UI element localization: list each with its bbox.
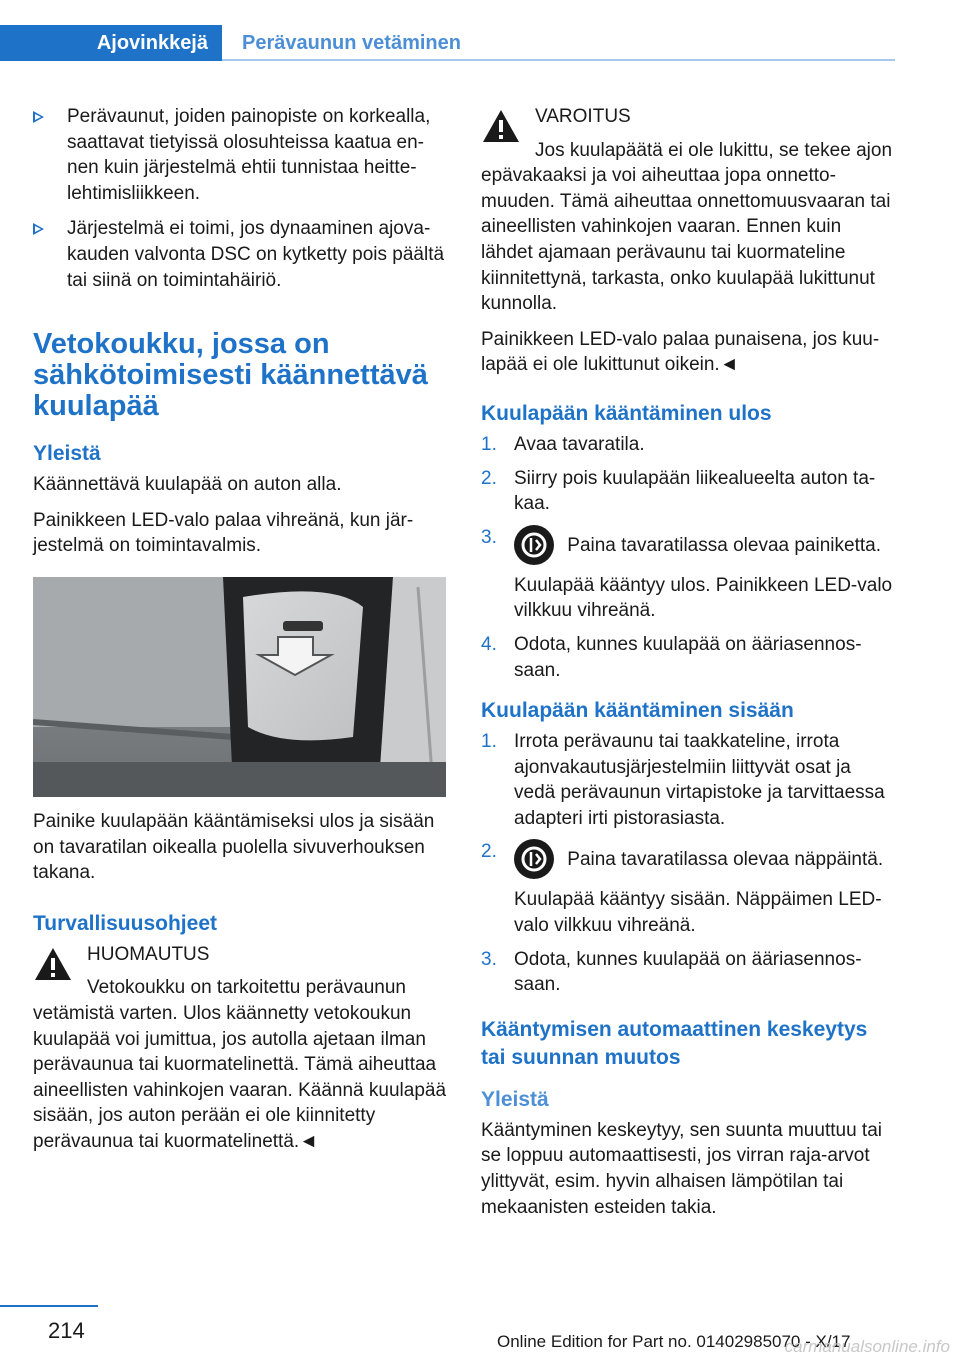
step-subtext: Kuulapää kääntyy sisään. Näppäimen LED-valo vilkkuu vihreänä. [514, 889, 882, 937]
list-item [481, 947, 896, 998]
subsection-heading: Turvallisuusohjeet [33, 911, 217, 935]
list-item [481, 432, 896, 458]
step-number: 1. [481, 731, 497, 753]
list-item [481, 729, 896, 831]
paragraph: Kääntyminen keskeytyy, sen suunta muuttuu tai se loppuu automaattisesti, jos virran raja-arvot ylittyvät, esim. hyvin alhaisen lämpötilan tai mekaanisten esteiden takia. [481, 1119, 882, 1218]
notice-box [33, 942, 448, 1155]
list-item [481, 839, 896, 938]
left-column [33, 104, 448, 1154]
subsection-heading: Kuulapään kääntäminen sisään [481, 699, 794, 723]
triangle-bullet-icon [33, 111, 44, 123]
step-number: 4. [481, 633, 497, 655]
paragraph: Käännettävä kuulapää on auton alla. [33, 474, 342, 496]
header-divider [222, 59, 895, 61]
warning-title: VAROITUS [535, 106, 631, 127]
list-item [481, 466, 896, 517]
header-tabs [0, 25, 895, 61]
page-number: 214 [48, 1318, 85, 1343]
warning-triangle-icon [33, 946, 73, 982]
warning-box [481, 104, 896, 317]
step-text: Avaa tavaratila. [514, 433, 645, 455]
list-item [481, 632, 896, 683]
right-column [481, 104, 896, 1230]
subsection-heading: Kääntymisen automaattinen keskeytys tai suunnan muutos [481, 1017, 868, 1069]
tow-hitch-button-icon [514, 839, 554, 879]
step-number: 3. [481, 526, 497, 548]
steps-out-list [481, 432, 896, 683]
tab-ajovinkkeja[interactable]: Ajovinkkejä [0, 25, 222, 61]
step-subtext: Kuulapää kääntyy ulos. Painikkeen LED-valo vilkkuu vihreänä. [514, 574, 893, 622]
paragraph: Painikkeen LED-valo palaa punaisena, jos kuulapää ei ole lukittunut oikein.◄ [481, 328, 880, 376]
photo-caption: Painike kuulapään kääntämiseksi ulos ja sisään on tavaratilan oikealla puolella sivuverhouksen takana. [33, 810, 435, 884]
subsection-subheading: Yleistä [481, 1087, 549, 1111]
watermark: carmanualsonline.info [784, 1337, 950, 1356]
bullet-item [33, 216, 448, 293]
step-text: Paina tavaratilassa olevaa näppäintä. [567, 849, 884, 871]
trunk-button-photo [33, 577, 446, 797]
edition-note: Online Edition for Part no. 01402985070 - X/17 [497, 1332, 851, 1351]
step-number: 2. [481, 467, 497, 489]
bullet-text: Järjestelmä ei toimi, jos dynaaminen ajovakauden valvonta DSC on kytketty pois päältä tai siinä on toimintahäiriö. [67, 218, 445, 291]
footer-rule [0, 1305, 98, 1307]
warning-triangle-icon [481, 108, 521, 144]
step-text: Odota, kunnes kuulapää on ääriasennossaan. [514, 948, 862, 996]
subsection-heading: Yleistä [33, 442, 101, 466]
triangle-bullet-icon [33, 223, 44, 235]
subsection-heading: Kuulapään kääntäminen ulos [481, 401, 772, 425]
step-text: Odota, kunnes kuulapää on ääriasennossaan. [514, 633, 862, 681]
step-number: 3. [481, 948, 497, 970]
tow-hitch-button-icon [514, 525, 554, 565]
warning-text: Jos kuulapäätä ei ole lukittu, se tekee ajon epävakaaksi ja voi aiheuttaa jopa onnettomuuden. Tämä aiheuttaa onnettomuusvaaran tai aineellisten vahinkojen vaaran. Ennen kuin lähdet ajamaan perävaunu tai kuormateline kiinnitettynä, tarkasta, onko kuulapää lukittunut kunnolla. [481, 139, 893, 315]
bullet-text: Perävaunut, joiden painopiste on korkealla, saattavat tietyissä olosuhteissa kaatua ennen kuin järjestelmä ehtii tunnistaa heittelehtimisliikkeen. [67, 106, 431, 204]
notice-title: HUOMAUTUS [87, 943, 210, 965]
step-text: Paina tavaratilassa olevaa painiketta. [567, 534, 881, 556]
step-number: 2. [481, 841, 497, 863]
tab-peravaunun-vetaminen[interactable]: Perävaunun vetäminen [242, 32, 461, 54]
notice-text: Vetokoukku on tarkoitettu perävaunun vetämistä varten. Ulos käännetty vetokoukun kuulapää voi jumittua, jos autolla ajetaan ilman perävaunua tai kuormatelinettä. Tämä aiheuttaa aineellisten vahinkojen vaaran. Käännä kuulapää sisään, jos auton perään ei ole kiinnitetty perävaunua tai kuormatelinettä.◄ [33, 977, 447, 1152]
step-text: Siirry pois kuulapään liikealueelta auton takaa. [514, 467, 876, 515]
list-item [481, 525, 896, 624]
step-number: 1. [481, 433, 497, 455]
step-text: Irrota perävaunu tai taakkateline, irrota ajonvakautusjärjestelmiin liittyvät osat ja vedä perävaunun virtapistoke ja tarvittaessa adapteri irti pistorasiasta. [514, 731, 885, 829]
steps-in-list [481, 729, 896, 998]
paragraph: Painikkeen LED-valo palaa vihreänä, kun järjestelmä on toimintavalmis. [33, 509, 414, 557]
bullet-item [33, 104, 448, 206]
section-heading: Vetokoukku, jossa on sähkötoimisesti käännettävä kuulapää [33, 328, 428, 423]
